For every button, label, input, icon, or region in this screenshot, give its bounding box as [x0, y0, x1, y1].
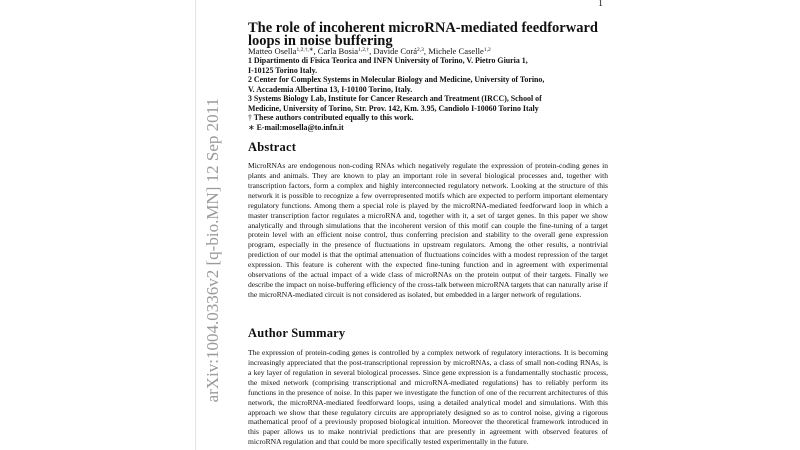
author-name: Davide Corá	[373, 46, 418, 56]
email-note	[248, 123, 610, 133]
author-affiliation-marks: 1,2,†	[358, 47, 370, 53]
author-summary-heading: Author Summary	[248, 326, 346, 340]
author-affiliation-marks: 1,2	[483, 47, 491, 53]
page-edge	[195, 0, 196, 450]
author-name: Matteo Osella	[248, 46, 297, 56]
asterisk-symbol: ∗	[248, 122, 255, 132]
author-name: Carla Bosia	[317, 46, 359, 56]
dagger-symbol: †	[248, 113, 252, 122]
page-number: 1	[598, 0, 603, 9]
author-affiliation-marks: 1,2,†,∗	[296, 47, 314, 53]
affiliation-line: V. Accademia Albertina 13, I-10100 Torino, Italy.	[248, 84, 413, 94]
author-separator: ,	[369, 46, 374, 56]
abstract-text: MicroRNAs are endogenous non-coding RNAs which negatively regulate the expression of protein-coding genes in plants and animals. They are known to play an important role in several biological processes and, together with transcription factors, form a complex and highly interconnected regulatory network. Looking at the structure of this network it is possible to recognize a few overrepresented motifs which are expected to perform important elementary regulatory functions. Among them a special role is played by the microRNA-mediated feedforward loop in which a master transcription factor regulates a microRNA and, together with it, a set of target genes. In this paper we show analytically and through simulations that the incoherent version of this motif can couple the fine-tuning of a target protein level with an efficient noise control, thus conferring precision and stability to the overall gene expression program, especially in the presence of fluctuations in upstream regulators. Among the other results, a nontrivial prediction of our model is that the optimal attenuation of fluctuations coincides with a modest repression of the target expression. This feature is coherent with the expected fine-tuning function and in agreement with experimental observations of the actual impact of a wide class of microRNAs on the protein output of their targets. Finally we describe the impact on noise-buffering efficiency of the cross-talk between microRNA targets that can naturally arise if the microRNA-mediated circuit is not considered as isolated, but embedded in a larger network of regulations.	[248, 161, 608, 299]
affiliation-line: 2 Center for Complex Systems in Molecular Biology and Medicine, University of Torino,	[248, 75, 545, 84]
paper-title: The role of incoherent microRNA-mediated feedforward loops in noise buffering	[248, 20, 598, 49]
author-affiliation-marks: 2,3	[417, 47, 424, 53]
affiliation-line: Medicine, University of Torino, Str. Prov. 142, Km. 3.95, Candiolo I-10060 Torino Italy	[248, 103, 539, 113]
author	[373, 46, 428, 56]
affiliation-line: 1 Dipartimento di Fisica Teorica and INFN University of Torino, V. Pietro Giuria 1,	[248, 56, 528, 65]
email-text[interactable]: E-mail:mosella@to.infn.it	[256, 122, 344, 132]
equal-contribution-note	[248, 113, 610, 123]
author-name: Michele Caselle	[428, 46, 484, 56]
affiliation-line: I-10125 Torino Italy.	[248, 65, 318, 75]
author	[248, 46, 318, 56]
author	[428, 46, 490, 56]
affiliations	[248, 56, 610, 132]
author-list	[248, 45, 608, 56]
affiliation-line: 3 Systems Biology Lab, Institute for Cancer Research and Treatment (IRCC), School of	[248, 94, 542, 103]
abstract-heading: Abstract	[248, 140, 297, 154]
author-summary-text: The expression of protein-coding genes is controlled by a complex network of regulatory interactions. It is becoming increasingly appreciated that the post-transcriptional repression by microRNAs, a class of small non-coding RNAs, is a key layer of regulation in several biological processes. Since gene expression is a fundamentally stochastic process, the mixed network (comprising transcriptional and microRNA-mediated regulations) has to reliably perform its functions in the presence of noise. In this paper we investigate the function of one of the recurrent architectures of this network, the microRNA-mediated feedforward loops, using a detailed analytical model and simulations. With this approach we show that these regulatory circuits are appropriately designed so as to control noise, giving a rigorous mathematical proof of a previously proposed biological intuition. Moreover the theoretical framework introduced in this paper allows us to make nontrivial predictions that are presently in agreement with observed features of microRNA regulation and that could be more specifically tested experimentally in the future.	[248, 348, 608, 447]
equal-contribution-text: These authors contributed equally to this work.	[253, 113, 414, 122]
arxiv-identifier[interactable]: arXiv:1004.0336v2 [q-bio.MN] 12 Sep 2011	[203, 98, 222, 403]
author-separator: ,	[423, 46, 429, 56]
author-separator: ,	[313, 46, 318, 56]
author	[318, 46, 374, 56]
